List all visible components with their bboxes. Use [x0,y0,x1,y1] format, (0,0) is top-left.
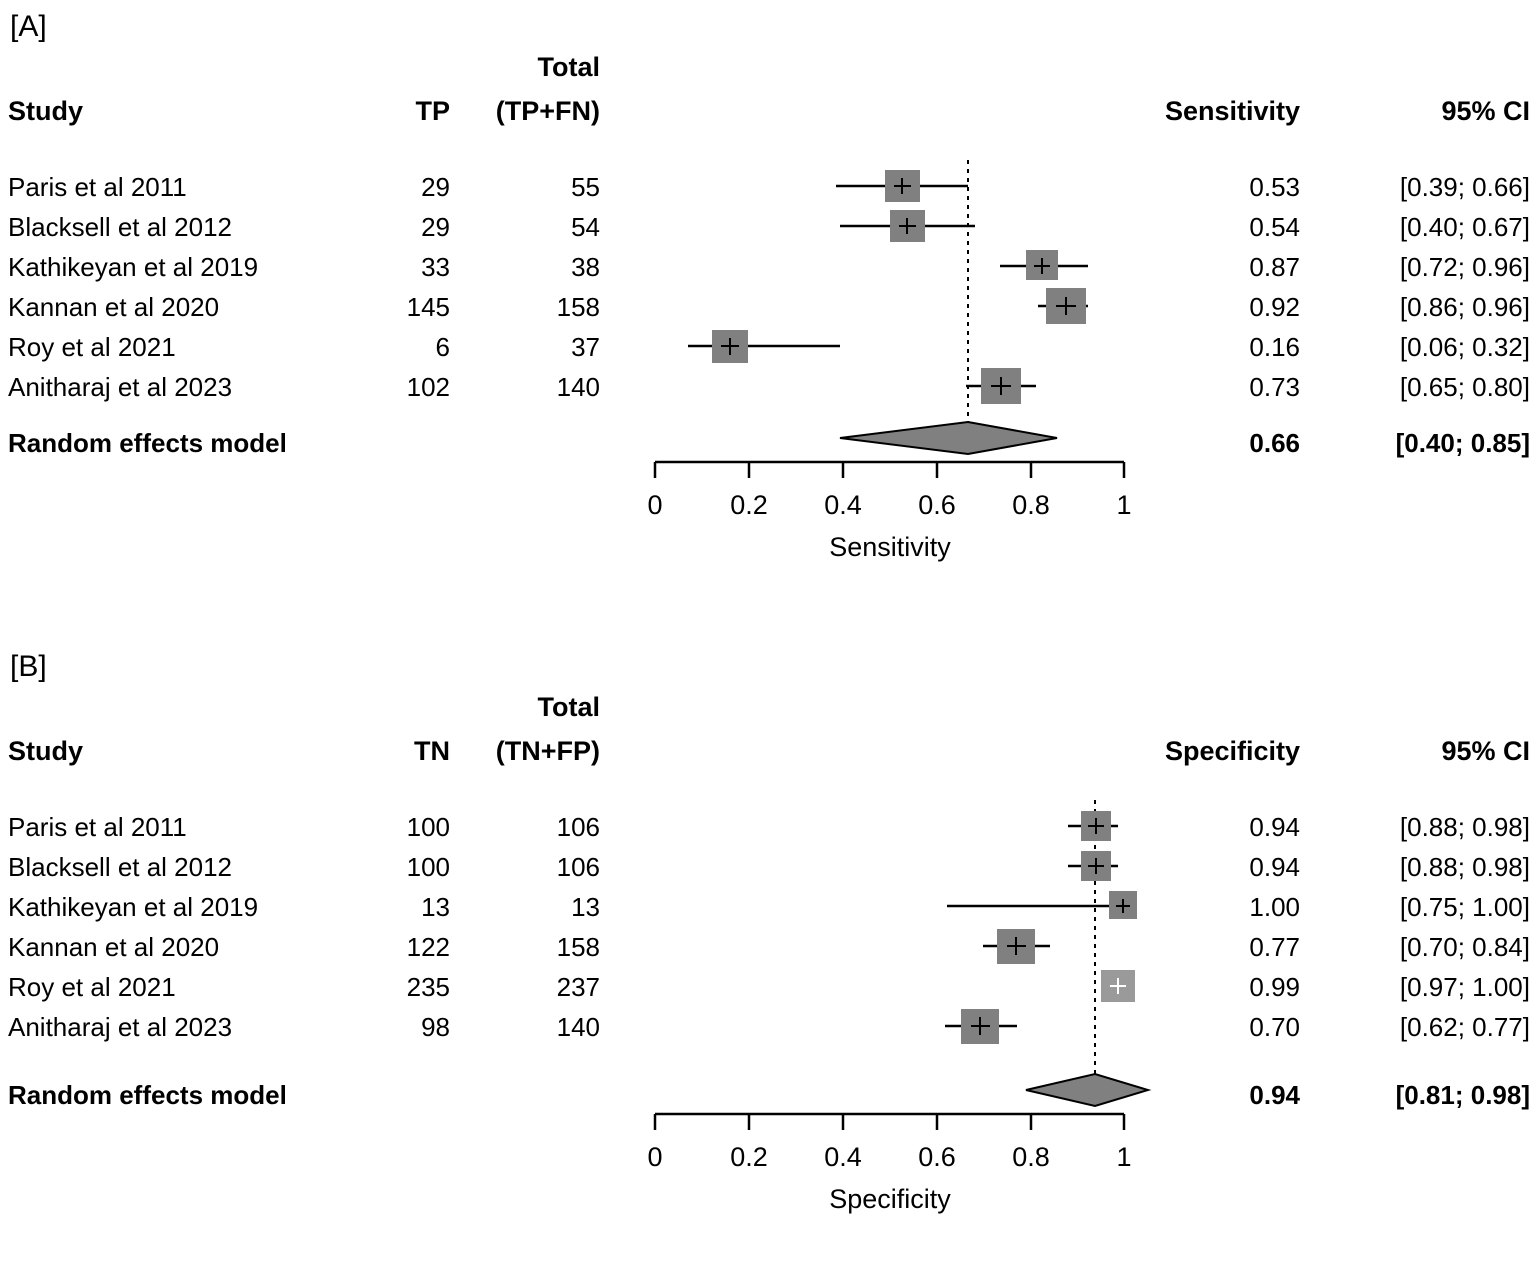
summary-estimate: 0.66 [1249,428,1300,458]
forest-plot-panel-b [0,640,1535,1281]
row-estimate: 0.54 [1249,212,1300,242]
row-ci: [0.88; 0.98] [1399,852,1530,882]
panel-tag-b: [B] [10,650,47,683]
header-count-a: TP [415,96,450,126]
row-estimate: 0.94 [1249,852,1300,882]
row-total: 37 [571,332,600,362]
row-estimate: 0.70 [1249,1012,1300,1042]
row-count: 100 [406,852,450,882]
row-count: 122 [406,932,450,962]
row-total: 158 [556,292,600,322]
row-estimate: 0.73 [1249,372,1300,402]
row-count: 102 [406,372,450,402]
row-count: 100 [406,812,450,842]
row-ci: [0.39; 0.66] [1399,172,1530,202]
forest-graphic-a [0,0,1535,620]
row-study: Kannan et al 2020 [8,292,220,322]
row-total: 140 [556,1012,600,1042]
row-ci: [0.88; 0.98] [1399,812,1530,842]
header-total-b: (TN+FP) [495,736,600,766]
row-total: 13 [571,892,600,922]
row-total: 158 [556,932,600,962]
row-study: Roy et al 2021 [8,332,176,362]
row-total: 54 [571,212,600,242]
forest-plot-panel-a [0,0,1535,620]
row-study: Kathikeyan et al 2019 [8,252,259,282]
header-total-a: (TP+FN) [495,96,600,126]
row-ci: [0.75; 1.00] [1399,892,1530,922]
row-total: 38 [571,252,600,282]
panel-tag-a: [A] [10,10,47,43]
row-study: Roy et al 2021 [8,972,176,1002]
row-count: 29 [421,172,450,202]
row-study: Kannan et al 2020 [8,932,220,962]
forest-graphic-b [0,640,1535,1281]
x-tick-label: 0.8 [1012,490,1050,520]
row-study: Anitharaj et al 2023 [8,372,233,402]
x-tick-label: 0.8 [1012,1142,1050,1172]
row-count: 13 [421,892,450,922]
x-tick-label: 0.6 [918,1142,956,1172]
row-count: 98 [421,1012,450,1042]
row-study: Paris et al 2011 [8,172,187,202]
summary-ci: [0.81; 0.98] [1395,1080,1530,1110]
header-ci-a: 95% CI [1441,96,1530,126]
row-count: 29 [421,212,450,242]
row-estimate: 0.77 [1249,932,1300,962]
header-study-b: Study [8,736,84,766]
row-study: Anitharaj et al 2023 [8,1012,233,1042]
row-count: 145 [406,292,450,322]
header-ci-b: 95% CI [1441,736,1530,766]
x-axis-title-a: Sensitivity [829,532,951,562]
row-estimate: 1.00 [1249,892,1300,922]
row-estimate: 0.94 [1249,812,1300,842]
row-ci: [0.65; 0.80] [1399,372,1530,402]
summary-ci: [0.40; 0.85] [1395,428,1530,458]
row-total: 55 [571,172,600,202]
header-total-top-a: Total [537,52,600,82]
row-study: Paris et al 2011 [8,812,187,842]
x-tick-label: 0 [647,1142,663,1172]
row-study: Kathikeyan et al 2019 [8,892,259,922]
row-count: 33 [421,252,450,282]
row-estimate: 0.92 [1249,292,1300,322]
x-tick-label: 0.6 [918,490,956,520]
row-study: Blacksell et al 2012 [8,852,233,882]
row-study: Blacksell et al 2012 [8,212,233,242]
row-ci: [0.62; 0.77] [1399,1012,1530,1042]
row-estimate: 0.87 [1249,252,1300,282]
x-tick-label: 0 [647,490,663,520]
summary-label: Random effects model [8,1080,287,1110]
summary-label: Random effects model [8,428,287,458]
row-count: 235 [406,972,450,1002]
row-ci: [0.06; 0.32] [1399,332,1530,362]
x-axis-title-b: Specificity [829,1184,951,1214]
header-count-b: TN [414,736,450,766]
row-total: 140 [556,372,600,402]
header-estimate-a: Sensitivity [1164,96,1300,126]
row-ci: [0.97; 1.00] [1399,972,1530,1002]
row-ci: [0.72; 0.96] [1399,252,1530,282]
header-estimate-b: Specificity [1164,736,1300,766]
x-tick-label: 0.4 [824,1142,862,1172]
row-estimate: 0.99 [1249,972,1300,1002]
row-total: 106 [556,812,600,842]
row-estimate: 0.16 [1249,332,1300,362]
header-study-a: Study [8,96,84,126]
row-count: 6 [435,332,450,362]
x-tick-label: 0.2 [730,490,768,520]
row-ci: [0.40; 0.67] [1399,212,1530,242]
row-total: 106 [556,852,600,882]
row-ci: [0.70; 0.84] [1399,932,1530,962]
x-tick-label: 0.2 [730,1142,768,1172]
x-tick-label: 1 [1116,1142,1132,1172]
row-estimate: 0.53 [1249,172,1300,202]
x-tick-label: 1 [1116,490,1132,520]
row-ci: [0.86; 0.96] [1399,292,1530,322]
x-tick-label: 0.4 [824,490,862,520]
header-total-top-b: Total [537,692,600,722]
row-total: 237 [556,972,600,1002]
summary-estimate: 0.94 [1249,1080,1300,1110]
